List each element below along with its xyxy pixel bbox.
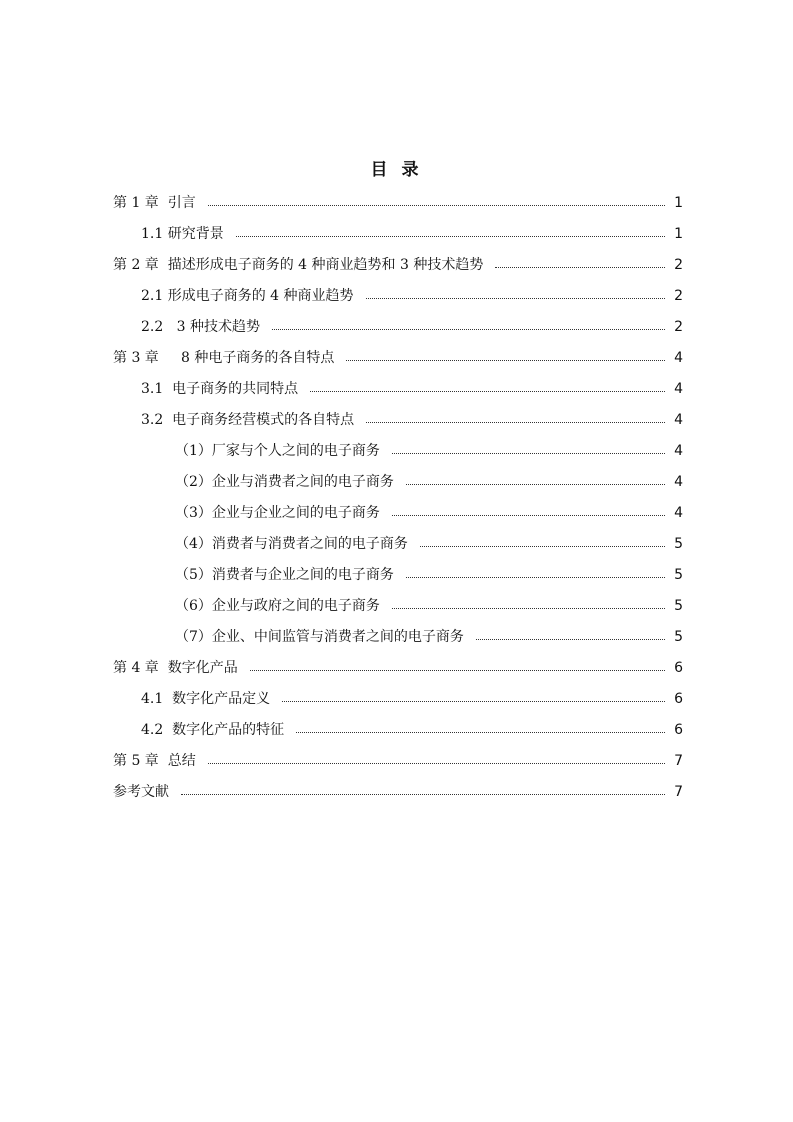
toc-entry-section-1-1[interactable]: [113, 223, 683, 254]
dot-leader: [495, 254, 665, 268]
toc-entry-page-number: 4: [674, 474, 683, 490]
toc-entry-label: 4.2 数字化产品的特征: [141, 722, 285, 738]
toc-entry-chapter-5[interactable]: [113, 750, 683, 781]
toc-entry-label: 第 1 章 引言: [113, 195, 196, 211]
dot-leader: [392, 440, 665, 454]
toc-entry-chapter-2[interactable]: [113, 254, 683, 285]
toc-entry-subsection-7[interactable]: [113, 626, 683, 657]
toc-entry-page-number: 5: [674, 536, 683, 552]
toc-entry-label: 2.1 形成电子商务的 4 种商业趋势: [141, 288, 354, 304]
dot-leader: [272, 316, 665, 330]
toc-entry-label: 4.1 数字化产品定义: [141, 691, 271, 707]
toc-entry-page-number: 6: [674, 691, 683, 707]
toc-entry-subsection-3[interactable]: [113, 502, 683, 533]
toc-entry-label: （4）消费者与消费者之间的电子商务: [175, 536, 408, 552]
toc-entry-chapter-3[interactable]: [113, 347, 683, 378]
toc-entry-page-number: 4: [674, 381, 683, 397]
dot-leader: [346, 347, 665, 361]
toc-entry-label: （6）企业与政府之间的电子商务: [175, 598, 380, 614]
dot-leader: [392, 595, 665, 609]
toc-entry-subsection-6[interactable]: [113, 595, 683, 626]
toc-entry-label: （3）企业与企业之间的电子商务: [175, 505, 380, 521]
dot-leader: [310, 378, 665, 392]
toc-entry-section-4-1[interactable]: [113, 688, 683, 719]
toc-entry-section-2-2[interactable]: [113, 316, 683, 347]
dot-leader: [250, 657, 665, 671]
toc-entry-page-number: 5: [674, 629, 683, 645]
toc-entry-label: （5）消费者与企业之间的电子商务: [175, 567, 394, 583]
toc-entry-label: 第 5 章 总结: [113, 753, 196, 769]
dot-leader: [296, 719, 665, 733]
toc-entry-chapter-4[interactable]: [113, 657, 683, 688]
dot-leader: [366, 285, 665, 299]
page-title: 目 录: [370, 160, 423, 180]
toc-entry-label: 2.2 3 种技术趋势: [141, 319, 260, 335]
toc-entry-label: 3.1 电子商务的共同特点: [141, 381, 299, 397]
toc-entry-subsection-5[interactable]: [113, 564, 683, 595]
dot-leader: [236, 223, 665, 237]
dot-leader: [282, 688, 665, 702]
toc-entry-label: （7）企业、中间监管与消费者之间的电子商务: [175, 629, 464, 645]
toc-entry-subsection-1[interactable]: [113, 440, 683, 471]
toc-entry-label: 第 4 章 数字化产品: [113, 660, 238, 676]
toc-entry-page-number: 2: [674, 319, 683, 335]
toc-entry-subsection-4[interactable]: [113, 533, 683, 564]
toc-entry-page-number: 4: [674, 412, 683, 428]
toc-entry-page-number: 5: [674, 598, 683, 614]
toc-entry-label: （2）企业与消费者之间的电子商务: [175, 474, 394, 490]
dot-leader: [406, 471, 665, 485]
dot-leader: [181, 781, 665, 795]
toc-entry-section-3-2[interactable]: [113, 409, 683, 440]
toc-entry-page-number: 4: [674, 443, 683, 459]
toc-entry-page-number: 1: [674, 226, 683, 242]
toc-entry-section-2-1[interactable]: [113, 285, 683, 316]
toc-entry-label: 第 2 章 描述形成电子商务的 4 种商业趋势和 3 种技术趋势: [113, 257, 484, 273]
dot-leader: [420, 533, 665, 547]
toc-entry-section-4-2[interactable]: [113, 719, 683, 750]
toc-entry-label: 参考文献: [113, 784, 169, 800]
toc-entry-label: 第 3 章 8 种电子商务的各自特点: [113, 350, 335, 366]
toc-entry-page-number: 2: [674, 288, 683, 304]
toc-entry-label: 3.2 电子商务经营模式的各自特点: [141, 412, 355, 428]
dot-leader: [392, 502, 665, 516]
toc-entry-section-3-1[interactable]: [113, 378, 683, 409]
dot-leader: [208, 750, 665, 764]
table-of-contents: [113, 192, 683, 812]
toc-entry-page-number: 1: [674, 195, 683, 211]
toc-entry-page-number: 2: [674, 257, 683, 273]
toc-entry-page-number: 4: [674, 350, 683, 366]
toc-entry-label: （1）厂家与个人之间的电子商务: [175, 443, 380, 459]
dot-leader: [208, 192, 665, 206]
toc-entry-page-number: 5: [674, 567, 683, 583]
toc-entry-chapter-1[interactable]: [113, 192, 683, 223]
toc-entry-page-number: 6: [674, 722, 683, 738]
toc-entry-label: 1.1 研究背景: [141, 226, 224, 242]
dot-leader: [476, 626, 665, 640]
toc-entry-subsection-2[interactable]: [113, 471, 683, 502]
toc-entry-page-number: 7: [674, 784, 683, 800]
dot-leader: [406, 564, 665, 578]
toc-entry-references[interactable]: [113, 781, 683, 812]
toc-entry-page-number: 7: [674, 753, 683, 769]
toc-entry-page-number: 4: [674, 505, 683, 521]
toc-entry-page-number: 6: [674, 660, 683, 676]
dot-leader: [366, 409, 665, 423]
